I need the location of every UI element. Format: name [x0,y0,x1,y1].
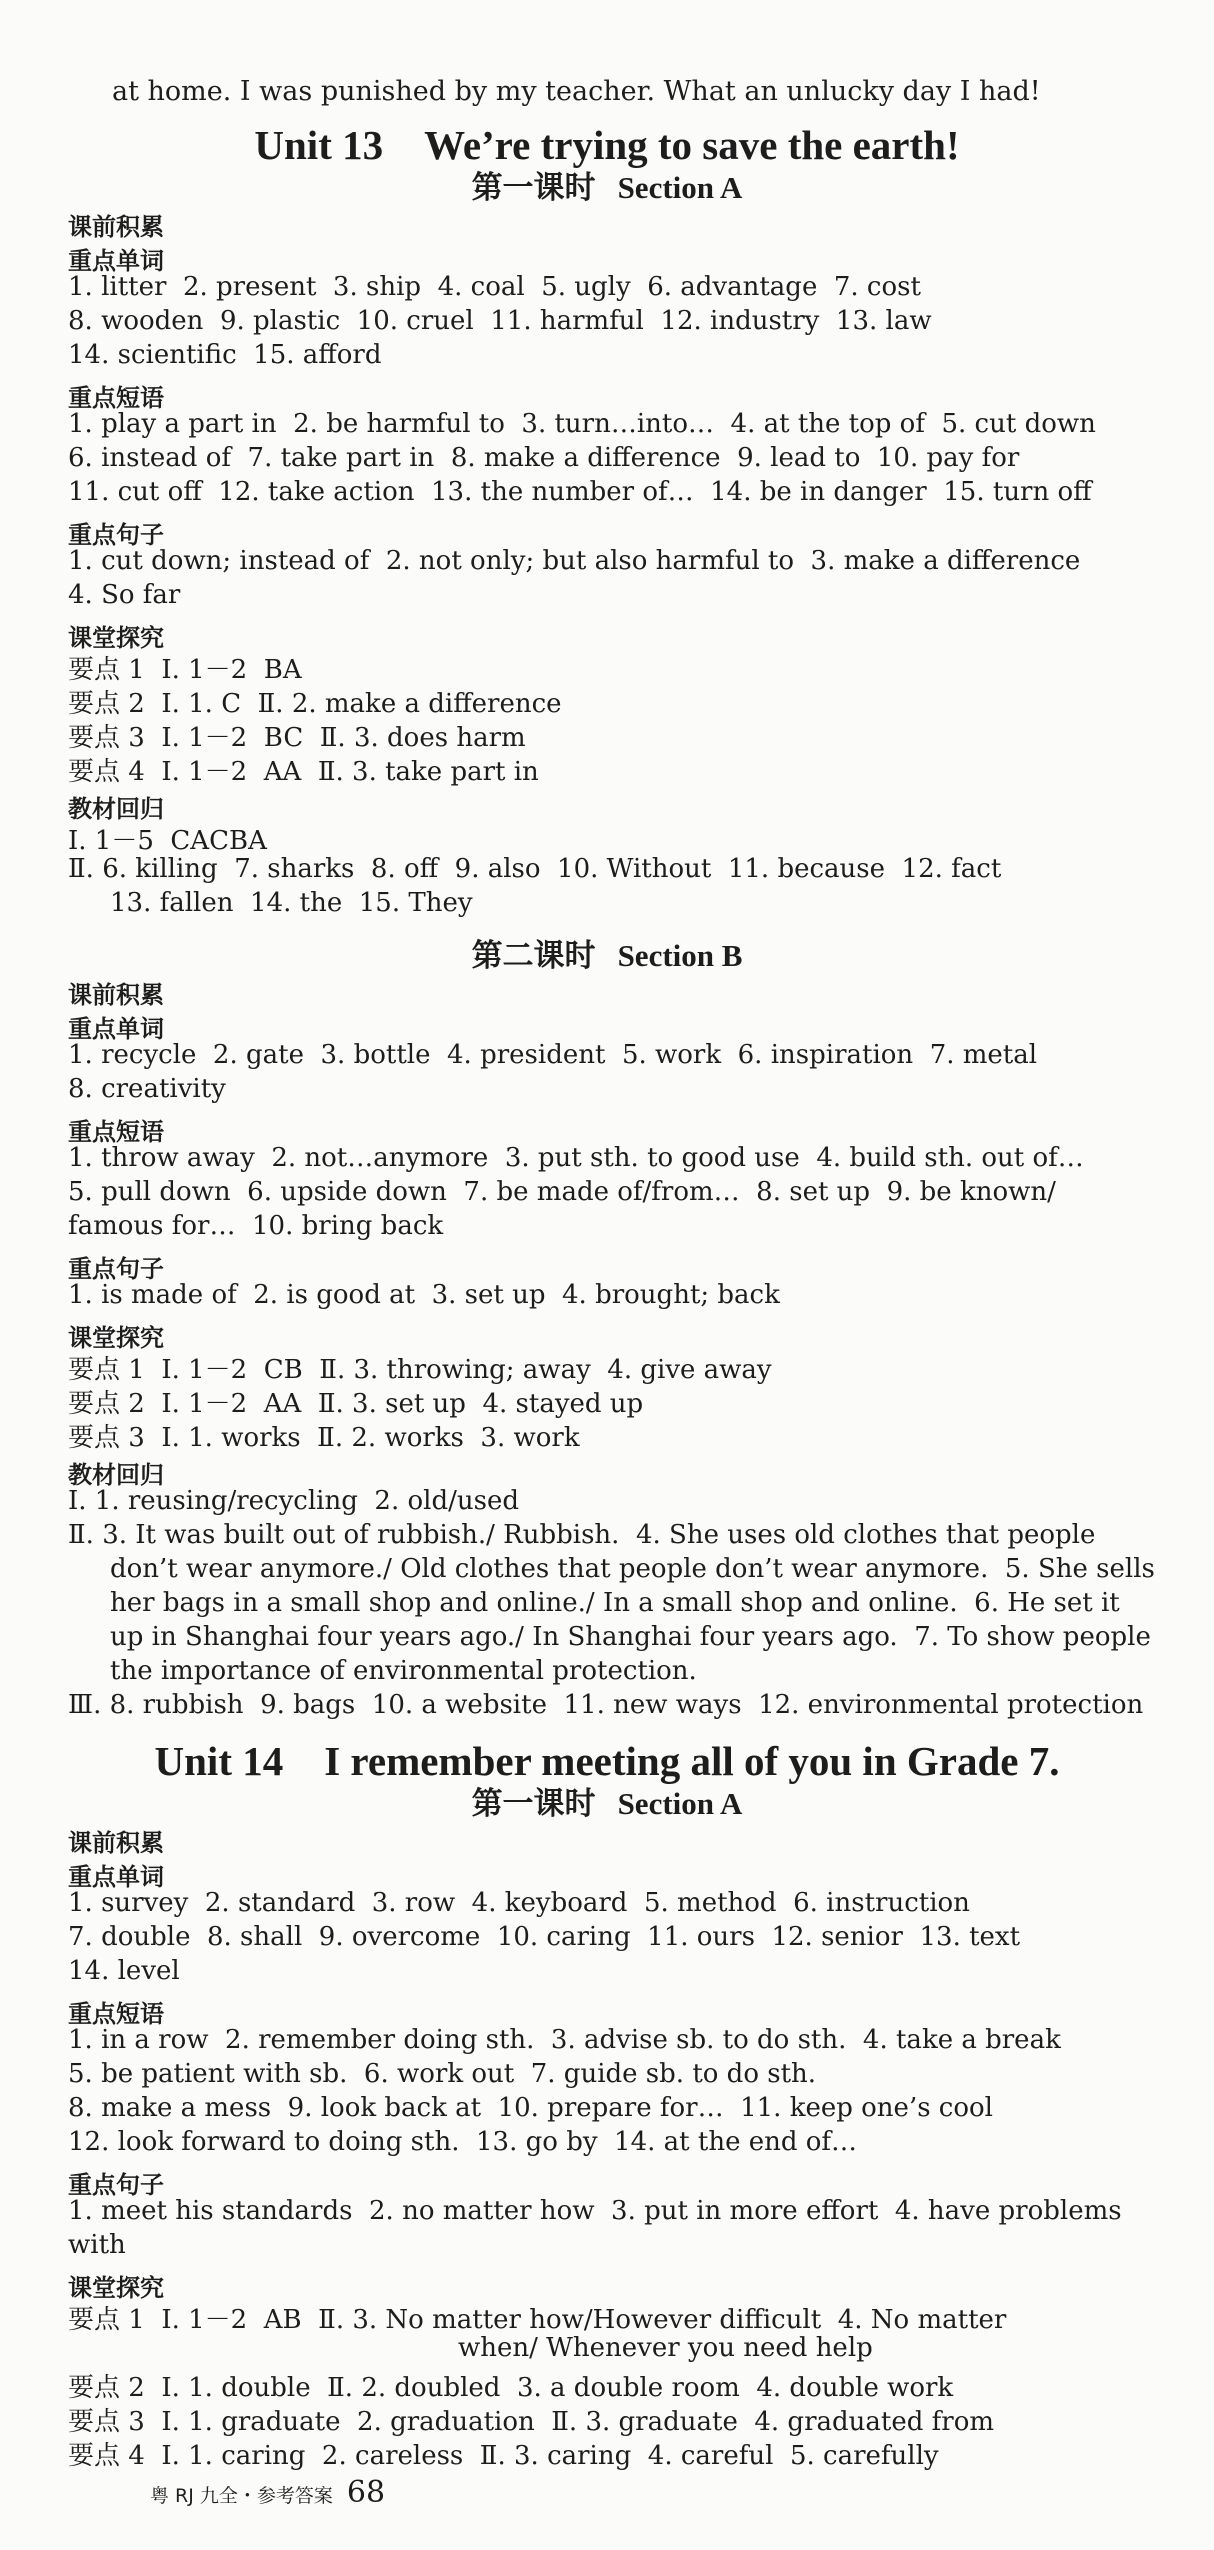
answer-line: Ⅱ. 6. killing 7. sharks 8. off 9. also 10. Without 11. because 12. fact [68,854,1002,884]
answer-line: 1. is made of 2. is good at 3. set up 4. brought; back [68,1280,780,1310]
answer-line: when/ Whenever you need help [458,2333,873,2363]
section-heading: 重点句子 [68,1255,164,1283]
answer-line: 要点 2 Ⅰ. 1－2 AA Ⅱ. 3. set up 4. stayed up [68,1389,644,1419]
answer-line: 要点 1 Ⅰ. 1－2 BA [68,655,302,685]
answer-line: 1. cut down; instead of 2. not only; but also harmful to 3. make a difference [68,546,1081,576]
section-heading: 课前积累 [68,213,164,241]
answer-line: 要点 3 Ⅰ. 1－2 BC Ⅱ. 3. does harm [68,723,526,753]
answer-line: 12. look forward to doing sth. 13. go by 14. at the end of… [68,2127,858,2157]
section-heading: 重点短语 [68,1118,164,1146]
answer-line: up in Shanghai four years ago./ In Shanghai four years ago. 7. To show people [110,1622,1151,1652]
unit-13-lesson-1-title [0,162,1214,207]
section-heading: 重点句子 [68,521,164,549]
answer-line: Ⅲ. 8. rubbish 9. bags 10. a website 11. new ways 12. environmental protection [68,1690,1144,1720]
section-heading: 课前积累 [68,981,164,1009]
section-heading: 课堂探究 [68,1324,164,1352]
answer-line: 6. instead of 7. take part in 8. make a difference 9. lead to 10. pay for [68,443,1020,473]
answer-line: 8. make a mess 9. look back at 10. prepare for… 11. keep one’s cool [68,2093,993,2123]
answer-line: 11. cut off 12. take action 13. the number of… 14. be in danger 15. turn off [68,477,1092,507]
lesson-label: 第一课时 [471,170,596,206]
unit-13-title: Unit 13 We’re trying to save the earth! [254,122,960,168]
section-heading: 课堂探究 [68,2274,164,2302]
lesson-label: 第二课时 [471,938,596,974]
answer-line: 1. meet his standards 2. no matter how 3. put in more effort 4. have problems [68,2196,1122,2226]
unit-13-lesson-2-title [0,930,1214,975]
page-footer [150,2475,385,2510]
section-heading: 课前积累 [68,1829,164,1857]
answer-line: 要点 4 Ⅰ. 1. caring 2. careless Ⅱ. 3. caring 4. careful 5. carefully [68,2441,939,2471]
unit-14-lesson-1-title [0,1778,1214,1823]
answer-line: 要点 4 Ⅰ. 1－2 AA Ⅱ. 3. take part in [68,757,539,787]
answer-line: don’t wear anymore./ Old clothes that people don’t wear anymore. 5. She sells [110,1554,1155,1584]
answer-line: 14. scientific 15. afford [68,340,382,370]
answer-line: 1. in a row 2. remember doing sth. 3. advise sb. to do sth. 4. take a break [68,2025,1061,2055]
answer-line: her bags in a small shop and online./ In a small shop and online. 6. He set it [110,1588,1120,1618]
answer-line: 1. play a part in 2. be harmful to 3. turn…into… 4. at the top of 5. cut down [68,409,1096,439]
section-heading: 教材回归 [68,795,164,823]
answer-line: 5. pull down 6. upside down 7. be made of/from… 8. set up 9. be known/ [68,1177,1056,1207]
answer-line: 1. litter 2. present 3. ship 4. coal 5. ugly 6. advantage 7. cost [68,272,921,302]
section-heading: 课堂探究 [68,624,164,652]
carryover-line: at home. I was punished by my teacher. What an unlucky day I had! [112,76,1041,107]
answer-line: 4. So far [68,580,181,610]
answer-line: 7. double 8. shall 9. overcome 10. caring 11. ours 12. senior 13. text [68,1922,1021,1952]
answer-line: 8. creativity [68,1074,226,1104]
lesson-label: 第一课时 [471,1786,596,1822]
answer-line: 5. be patient with sb. 6. work out 7. guide sb. to do sth. [68,2059,817,2089]
section-label: Section A [617,1786,743,1821]
answer-line: 要点 2 Ⅰ. 1. double Ⅱ. 2. doubled 3. a double room 4. double work [68,2373,954,2403]
unit-14-title: Unit 14 I remember meeting all of you in Grade 7. [154,1738,1060,1784]
answer-line: famous for… 10. bring back [68,1211,444,1241]
answer-line: 要点 3 Ⅰ. 1. works Ⅱ. 2. works 3. work [68,1423,580,1453]
answer-line: the importance of environmental protection. [110,1656,697,1686]
section-label: Section B [617,938,743,973]
footer-label: 粤 RJ 九全・参考答案 [150,2485,333,2507]
answer-line: Ⅱ. 3. It was built out of rubbish./ Rubbish. 4. She uses old clothes that people [68,1520,1096,1550]
section-heading: 重点单词 [68,1015,164,1043]
answer-line: 1. survey 2. standard 3. row 4. keyboard 5. method 6. instruction [68,1888,970,1918]
answer-line: 要点 1 Ⅰ. 1－2 AB Ⅱ. 3. No matter how/However difficult 4. No matter [68,2305,1007,2335]
answer-line: Ⅰ. 1－5 CACBA [68,826,267,856]
section-heading: 重点短语 [68,2000,164,2028]
answer-line: 13. fallen 14. the 15. They [110,888,473,918]
section-heading: 重点单词 [68,247,164,275]
section-heading: 重点句子 [68,2171,164,2199]
answer-line: Ⅰ. 1. reusing/recycling 2. old/used [68,1486,519,1516]
answer-line: 要点 3 Ⅰ. 1. graduate 2. graduation Ⅱ. 3. graduate 4. graduated from [68,2407,994,2437]
section-heading: 重点单词 [68,1863,164,1891]
answer-line: 1. recycle 2. gate 3. bottle 4. president 5. work 6. inspiration 7. metal [68,1040,1038,1070]
answer-line: 要点 2 Ⅰ. 1. C Ⅱ. 2. make a difference [68,689,562,719]
answer-line: 8. wooden 9. plastic 10. cruel 11. harmful 12. industry 13. law [68,306,932,336]
answer-line: 要点 1 Ⅰ. 1－2 CB Ⅱ. 3. throwing; away 4. give away [68,1355,772,1385]
section-label: Section A [617,170,743,205]
section-heading: 重点短语 [68,384,164,412]
answer-line: 1. throw away 2. not…anymore 3. put sth. to good use 4. build sth. out of… [68,1143,1084,1173]
answer-line: with [68,2230,126,2260]
answer-line: 14. level [68,1956,180,1986]
section-heading: 教材回归 [68,1461,164,1489]
page-number: 68 [346,2475,386,2510]
